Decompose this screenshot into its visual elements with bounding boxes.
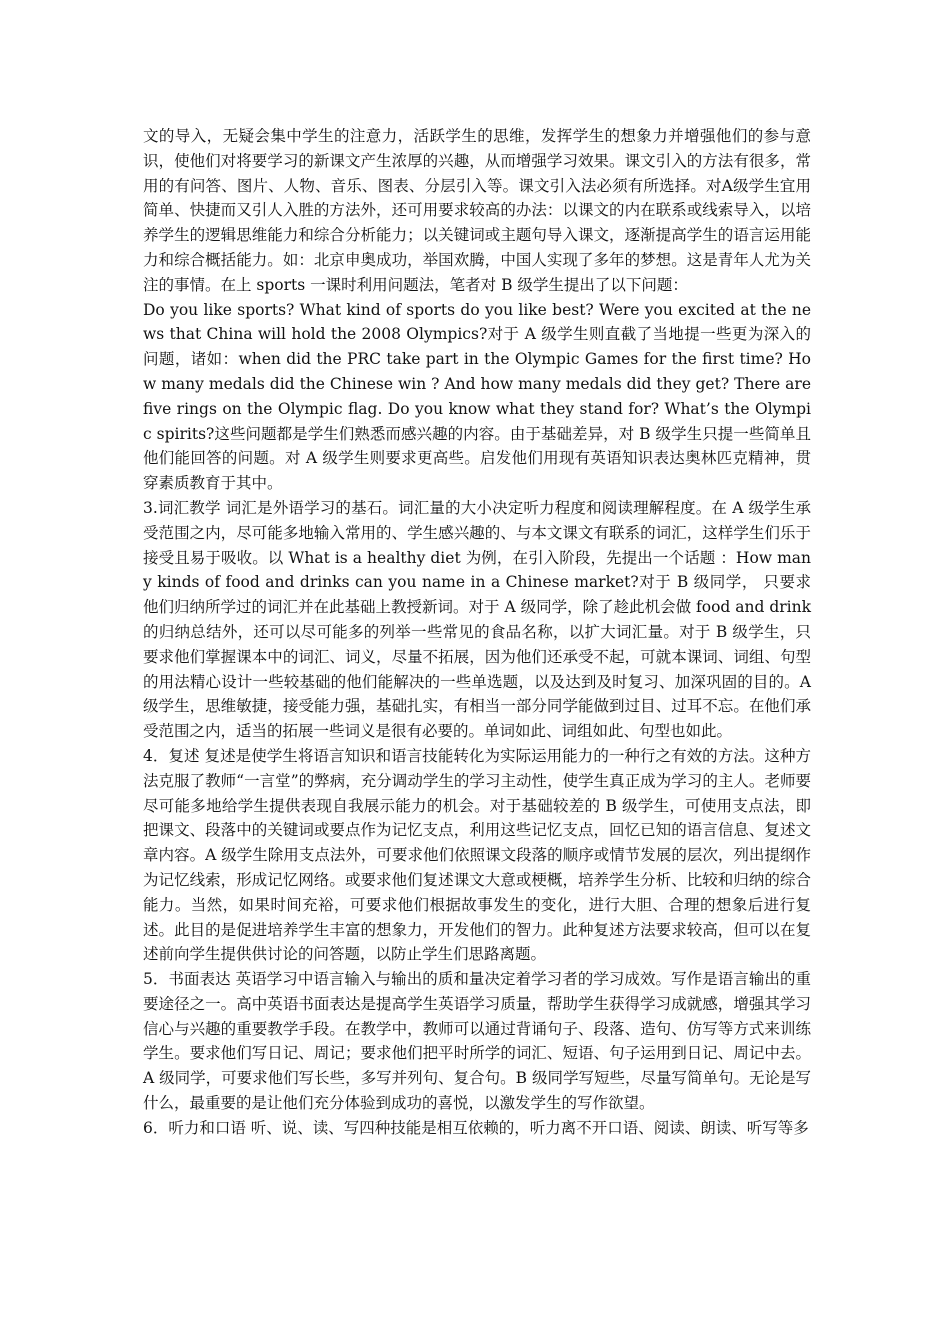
paragraph-sports-questions: Do you like sports? What kind of sports do you like best? Were you excited at the news that China will hold the 2008 Olympics?对于 A 级学生则直截了当地提一些更为深入的问题，诸如：when did the PRC take part in the Olympic Games for the first time? How many medals did the Chinese win ? And how many medals did they get? There are five rings on the Olympic flag. Do you know what they stand for? What’s the Olympic spirits?这些问题都是学生们熟悉而感兴趣的内容。由于基础差异，对 B 级学生只提一些简单且他们能回答的问题。对 A 级学生则要求更高些。启发他们用现有英语知识表达奥林匹克精神，贯穿素质教育于其中。	[143, 300, 811, 493]
paragraph-vocabulary-teaching: 3.词汇教学 词汇是外语学习的基石。词汇量的大小决定听力程度和阅读理解程度。在 A 级学生承受范围之内，尽可能多地输入常用的、学生感兴趣的、与本文课文有联系的词汇，这样学生们乐于接受且易于吸收。以 What is a healthy diet 为例，在引入阶段，先提出一个话题 ：How many kinds of food and drinks can you name in a Chinese market?对于 B 级同学， 只要求他们归纳所学过的词汇并在此基础上教授新词。对于 A 级同学，除了趁此机会做 food and drink 的归纳总结外，还可以尽可能多的列举一些常见的食品名称，以扩大词汇量。对于 B 级学生，只要求他们掌握课本中的词汇、词义，尽量不拓展，因为他们还承受不起，可就本课词、词组、句型的用法精心设计一些较基础的他们能解决的一些单选题，以及达到及时复习、加深巩固的目的。A 级学生，思维敏捷，接受能力强，基础扎实，有相当一部分同学能做到过目、过耳不忘。在他们承受范围之内，适当的拓展一些词义是很有必要的。单词如此、词组如此、句型也如此。	[143, 498, 811, 741]
document-body	[143, 124, 811, 1141]
paragraph-retelling: 4．复述 复述是使学生将语言知识和语言技能转化为实际运用能力的一种行之有效的方法。这种方法克服了教师“一言堂”的弊病，充分调动学生的学习主动性，使学生真正成为学习的主人。老师要尽可能多地给学生提供表现自我展示能力的机会。对于基础较差的 B 级学生，可使用支点法，即把课文、段落中的关键词或要点作为记忆支点，利用这些记忆支点，回忆已知的语言信息、复述文章内容。A 级学生除用支点法外，可要求他们依照课文段落的顺序或情节发展的层次，列出提纲作为记忆线索，形成记忆网络。或要求他们复述课文大意或梗概，培养学生分析、比较和归纳的综合能力。当然，如果时间充裕，可要求他们根据故事发生的变化，进行大胆、合理的想象后进行复述。此目的是促进培养学生丰富的想象力，开发他们的智力。此种复述方法要求较高，但可以在复述前向学生提供供讨论的问答题，以防止学生们思路离题。	[143, 746, 811, 964]
paragraph-listening-speaking: 6．听力和口语 听、说、读、写四种技能是相互依赖的，听力离不开口语、阅读、朗读、听写等多	[143, 1118, 809, 1137]
paragraph-intro-continued: 文的导入，无疑会集中学生的注意力，活跃学生的思维，发挥学生的想象力并增强他们的参与意识，使他们对将要学习的新课文产生浓厚的兴趣，从而增强学习效果。课文引入的方法有很多，常用的有问答、图片、人物、音乐、图表、分层引入等。课文引入法必须有所选择。对A级学生宜用简单、快捷而又引人入胜的方法外，还可用要求较高的办法：以课文的内在联系或线索导入，以培养学生的逻辑思维能力和综合分析能力；以关键词或主题句导入课文，逐渐提高学生的语言运用能力和综合概括能力。如：北京申奥成功，举国欢腾，中国人实现了多年的梦想。这是青年人尤为关注的事情。在上 sports 一课时利用问题法，笔者对 B 级学生提出了以下问题：	[143, 127, 811, 294]
paragraph-writing: 5．书面表达 英语学习中语言输入与输出的质和量决定着学习者的学习成效。写作是语言输出的重要途径之一。高中英语书面表达是提高学生英语学习质量，帮助学生获得学习成就感，增强其学习信心与兴趣的重要教学手段。在教学中，教师可以通过背诵句子、段落、造句、仿写等方式来训练学生。要求他们写日记、周记；要求他们把平时所学的词汇、短语、句子运用到日记、周记中去。A 级同学，可要求他们写长些，多写并列句、复合句。B 级同学写短些，尽量写简单句。无论是写什么，最重要的是让他们充分体验到成功的喜悦，以激发学生的写作欲望。	[143, 970, 811, 1113]
